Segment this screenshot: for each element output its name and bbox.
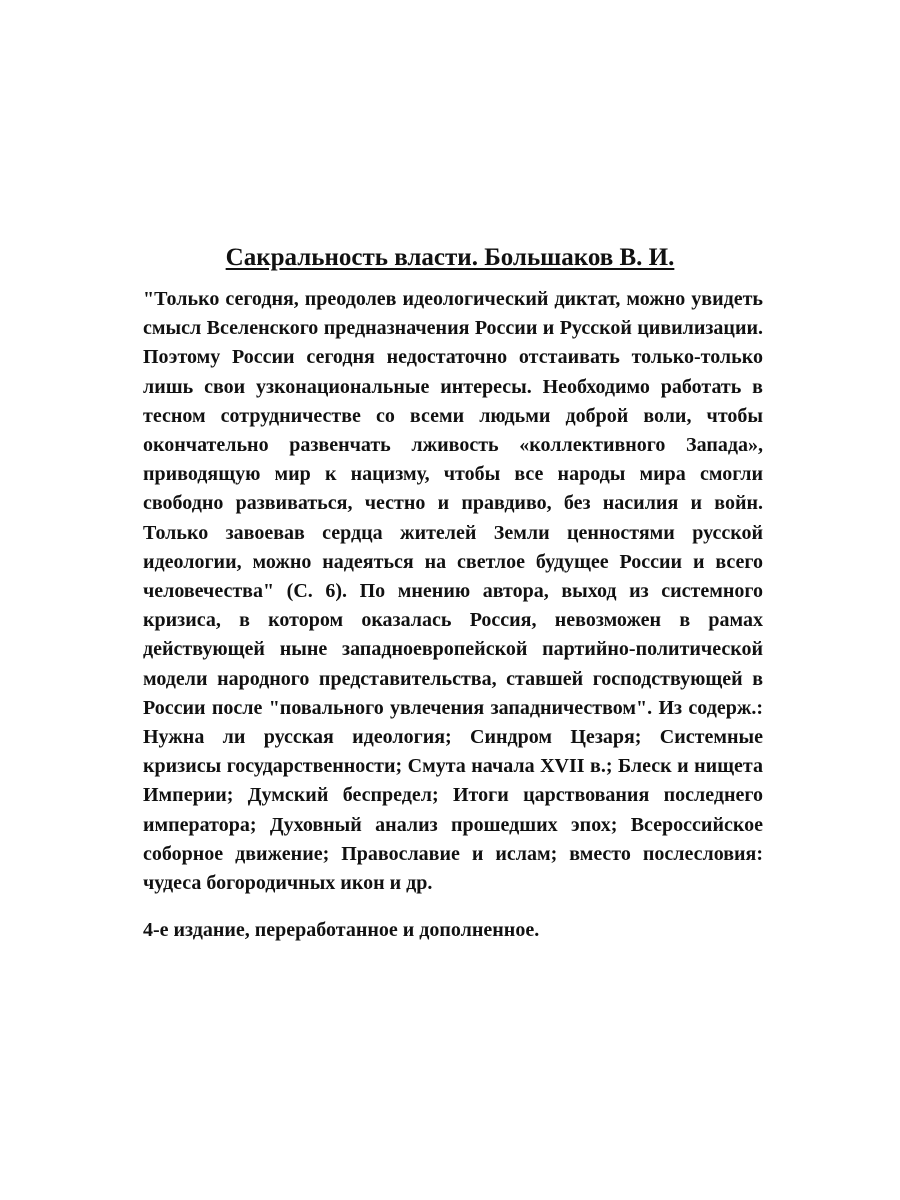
page-title-text: Сакральность власти. Большаков В. И. — [225, 244, 675, 271]
description-paragraph: "Только сегодня, преодолев идеологический диктат, можно увидеть смысл Вселенского предназначения России и Русской цивилизации. Поэтому России сегодня недостаточно отстаивать только-только лишь свои узконациональные интересы. Необходимо работать в тесном сотрудничестве со всеми людьми доброй воли, чтобы окончательно развенчать лживость «коллективного Запада», приводящую мир к нацизму, чтобы все народы мира смогли свободно развиваться, честно и правдиво, без насилия и войн. Только завоевав сердца жителей Земли ценностями русской идеологии, можно надеяться на светлое будущее России и всего человечества" (С. 6). По мнению автора, выход из системного кризиса, в котором оказалась Россия, невозможен в рамах действующей ныне западноевропейской партийно-политической модели народного представительства, ставшей господствующей в России после "повального увлечения западничеством". Из содерж.: Нужна ли русская идеология; Синдром Цезаря; Системные кризисы государственности; Смута начала XVII в.; Блеск и нищета Империи; Думский беспредел; Итоги царствования последнего императора; Духовный анализ прошедших эпох; Всероссийское соборное движение; Православие и ислам; вместо послесловия: чудеса богородичных икон и др. — [143, 288, 763, 895]
edition-note: 4-е издание, переработанное и дополненное. — [143, 919, 540, 941]
page-title — [0, 242, 900, 274]
